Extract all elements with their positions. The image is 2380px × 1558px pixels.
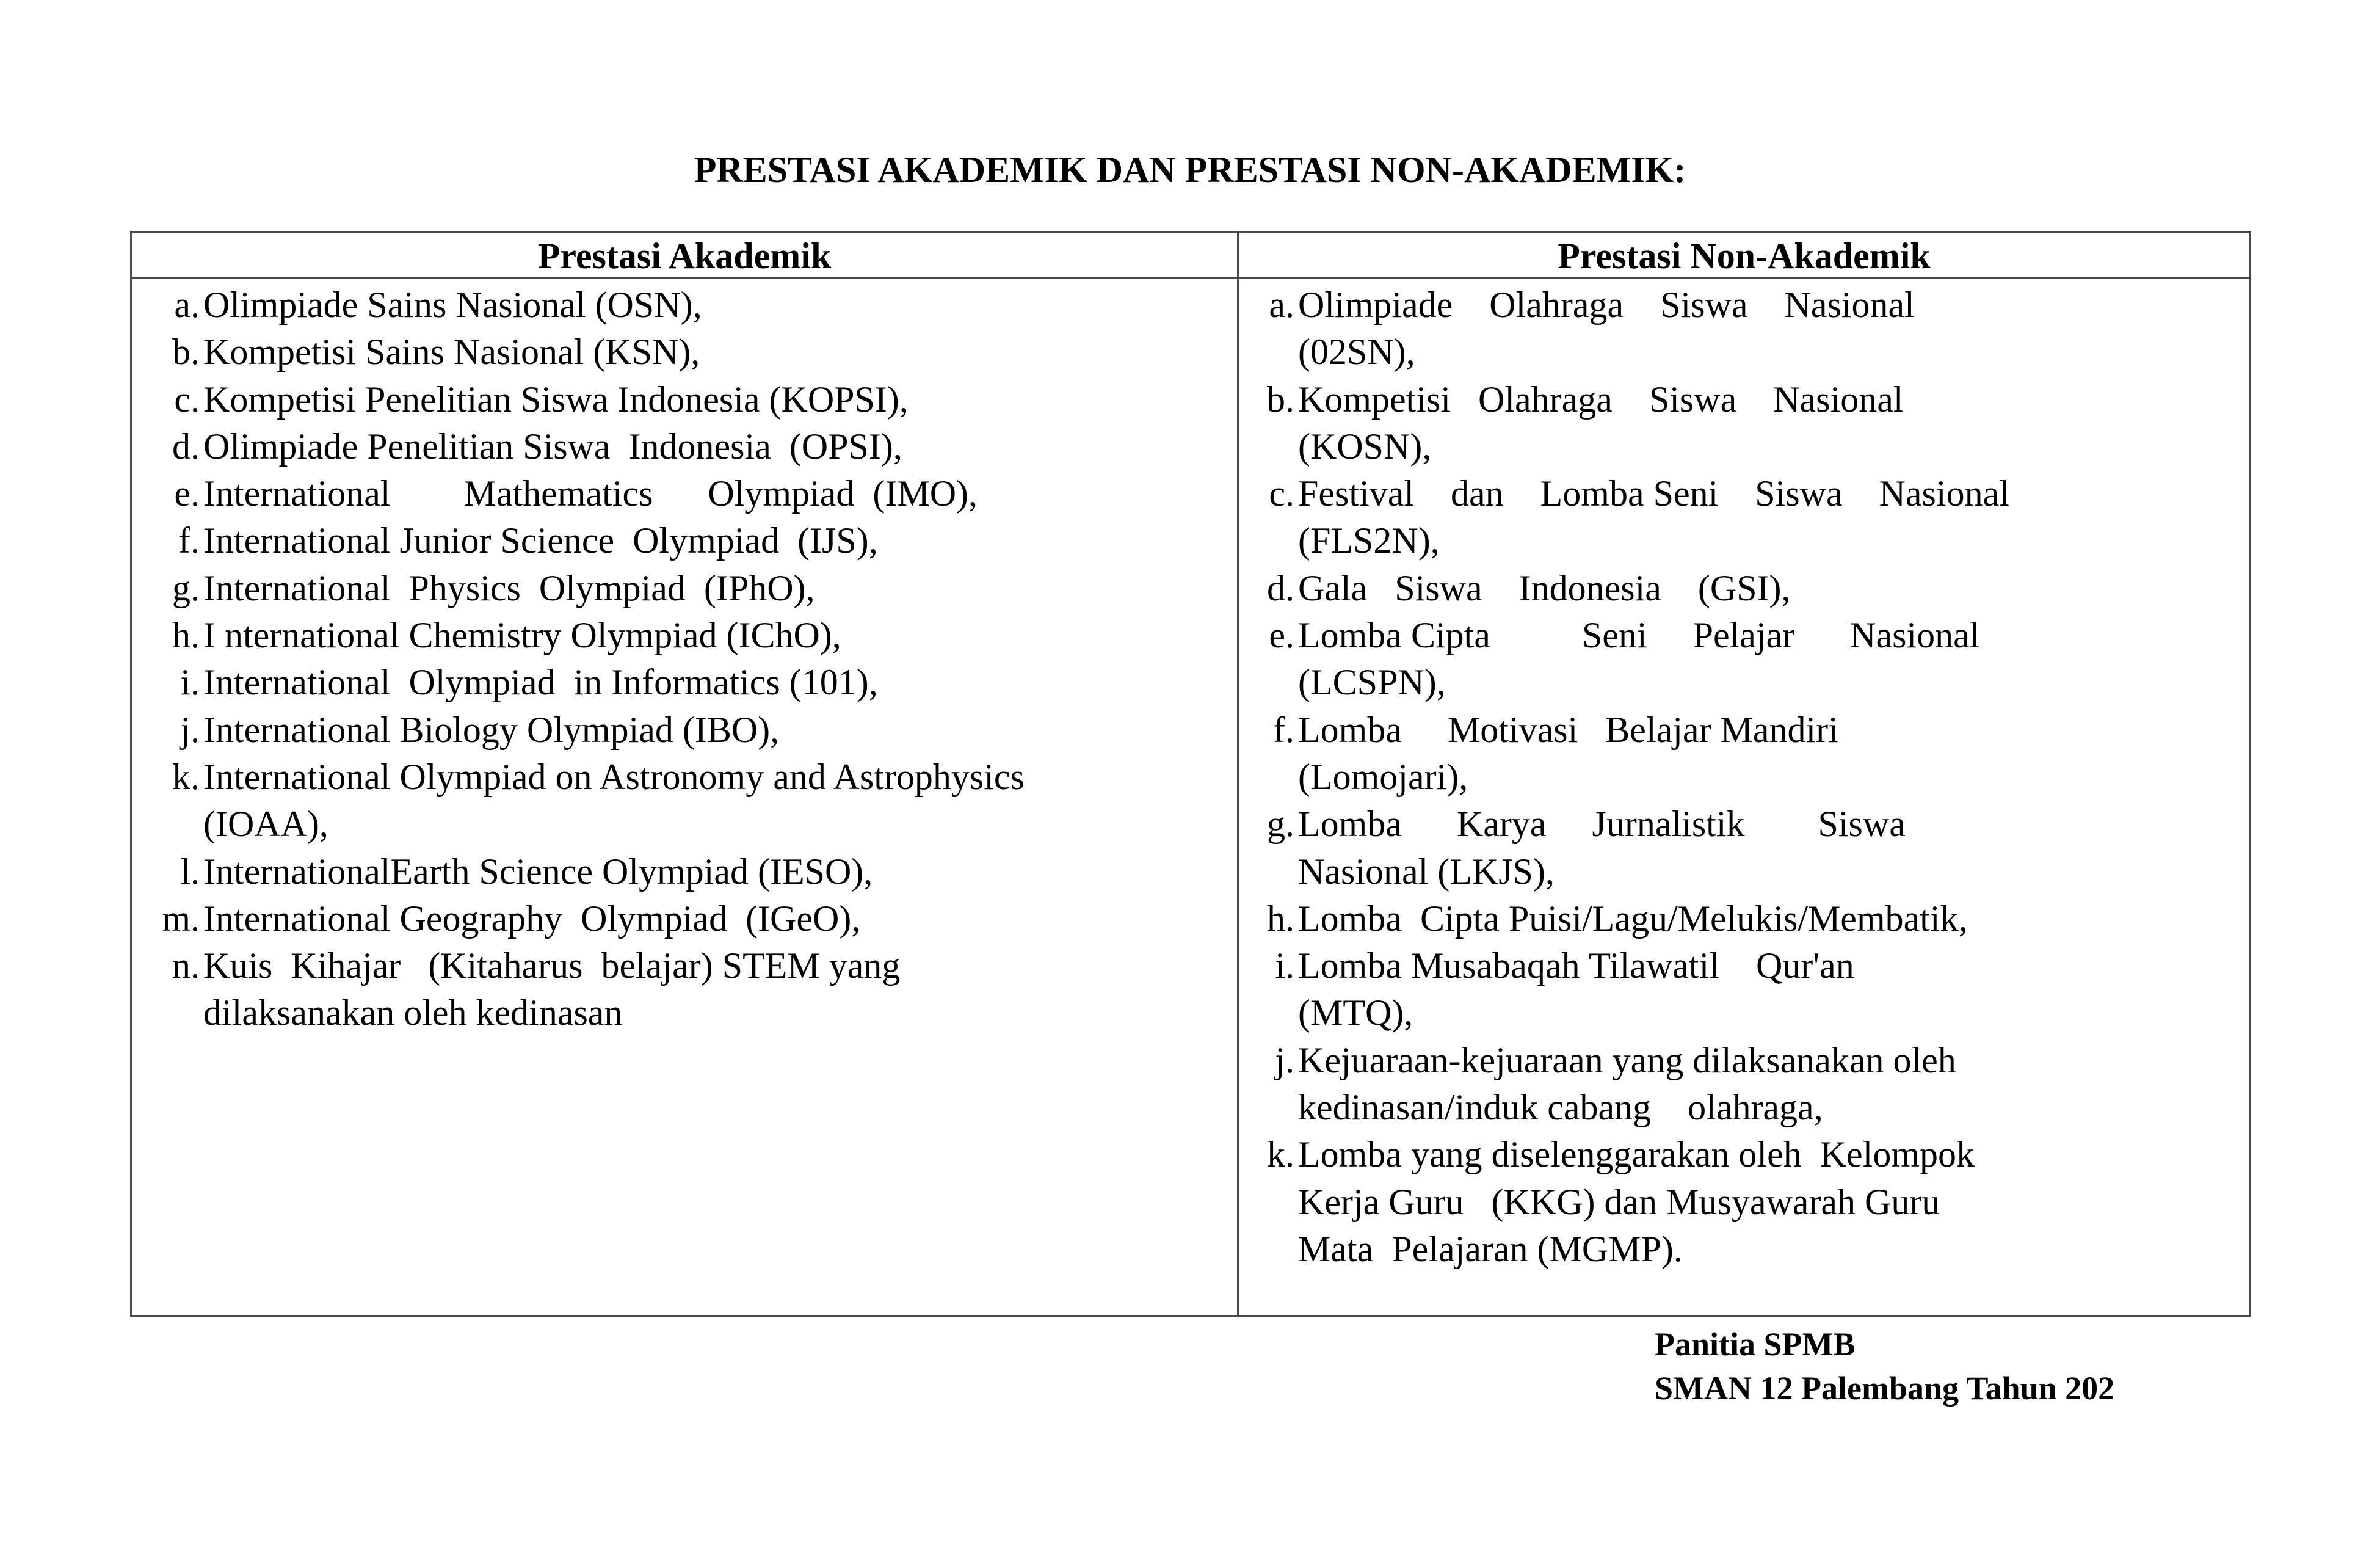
list-item-text: Kerja Guru (KKG) dan Musyawarah Guru: [1298, 1181, 1940, 1222]
list-marker: k.: [1267, 1134, 1294, 1175]
signature-block: [1655, 1322, 2114, 1410]
list-marker: k.: [172, 756, 200, 797]
academic-item: [156, 754, 1234, 848]
list-item-text: Olimpiade Sains Nasional (OSN),: [203, 285, 702, 325]
list-item-text: Lomba yang diselenggarakan oleh Kelompok: [1298, 1134, 1975, 1175]
list-marker: h.: [172, 615, 200, 656]
list-item-text: International Physics Olympiad (IPhO),: [203, 567, 815, 608]
non-academic-column-header: Prestasi Non-Akademik: [1558, 236, 1931, 276]
list-item-text: dilaksanakan oleh kedinasan: [203, 992, 623, 1033]
non-academic-achievements-list: [1251, 282, 2243, 1273]
academic-item: [156, 470, 1234, 517]
non-academic-item: [1251, 942, 2243, 1037]
achievements-table: [130, 231, 2251, 1317]
list-item-text: International Mathematics Olympiad (IMO),: [203, 473, 978, 514]
list-item-text: Festival dan Lomba Seni Siswa Nasional: [1298, 473, 2009, 514]
non-academic-item: [1251, 1037, 2243, 1132]
academic-item: [156, 376, 1234, 423]
column-divider: [1237, 233, 1239, 1315]
academic-item: [156, 895, 1234, 942]
list-marker: f.: [1273, 709, 1294, 750]
non-academic-item: [1251, 376, 2243, 471]
list-item-text: I nternational Chemistry Olympiad (IChO),: [203, 615, 841, 656]
list-marker: e.: [174, 473, 200, 514]
list-marker: j.: [180, 709, 200, 750]
non-academic-item: [1251, 1131, 2243, 1273]
list-marker: a.: [1269, 285, 1294, 325]
list-item-text: Lomba Motivasi Belajar Mandiri: [1298, 709, 1838, 750]
list-marker: n.: [172, 945, 200, 986]
list-item-text: Olimpiade Olahraga Siswa Nasional: [1298, 285, 1915, 325]
list-marker: b.: [1267, 379, 1294, 420]
list-item-text: International Geography Olympiad (IGeO),: [203, 898, 861, 939]
school-year-line: SMAN 12 Palembang Tahun 202: [1655, 1370, 2115, 1407]
list-marker: j.: [1275, 1039, 1294, 1080]
list-item-text: (IOAA),: [203, 804, 328, 845]
academic-item: [156, 282, 1234, 329]
list-item-text: (Lomojari),: [1298, 756, 1468, 797]
list-item-text: (KOSN),: [1298, 426, 1432, 467]
list-item-text: Lomba Karya Jurnalistik Siswa: [1298, 804, 1906, 845]
list-item-text: Kompetisi Penelitian Siswa Indonesia (KOPSI),: [203, 379, 909, 420]
list-marker: i.: [1275, 945, 1294, 986]
list-marker: c.: [1269, 473, 1294, 514]
academic-item: [156, 848, 1234, 895]
list-item-text: kedinasan/induk cabang olahraga,: [1298, 1087, 1823, 1128]
list-marker: b.: [172, 332, 200, 373]
list-marker: g.: [1267, 804, 1294, 845]
academic-item: [156, 612, 1234, 659]
academic-column-header: Prestasi Akademik: [537, 236, 832, 276]
academic-achievements-list: [156, 282, 1234, 1037]
list-marker: h.: [1267, 898, 1294, 939]
list-item-text: Gala Siswa Indonesia (GSI),: [1298, 567, 1791, 608]
non-academic-item: [1251, 612, 2243, 707]
list-marker: a.: [174, 285, 200, 325]
academic-item: [156, 329, 1234, 376]
list-item-text: International Biology Olympiad (IBO),: [203, 709, 780, 750]
list-item-text: Kejuaraan-kejuaraan yang dilaksanakan oleh: [1298, 1039, 1956, 1080]
list-item-text: (LCSPN),: [1298, 662, 1446, 703]
academic-item: [156, 423, 1234, 470]
list-item-text: (FLS2N),: [1298, 520, 1440, 561]
list-item-text: International Olympiad on Astronomy and Astrophysics: [203, 756, 1025, 797]
non-academic-item: [1251, 565, 2243, 612]
list-marker: l.: [180, 851, 200, 892]
academic-item: [156, 565, 1234, 612]
list-item-text: Olimpiade Penelitian Siswa Indonesia (OPSI),: [203, 426, 902, 467]
non-academic-item: [1251, 895, 2243, 942]
non-academic-item: [1251, 707, 2243, 801]
list-item-text: Kuis Kihajar (Kitaharus belajar) STEM yang: [203, 945, 901, 986]
non-academic-item: [1251, 282, 2243, 376]
list-item-text: (02SN),: [1298, 332, 1415, 373]
list-marker: m.: [162, 898, 200, 939]
academic-item: [156, 517, 1234, 564]
list-marker: c.: [174, 379, 200, 420]
list-item-text: International Olympiad in Informatics (101),: [203, 662, 878, 703]
list-item-text: Lomba Cipta Puisi/Lagu/Melukis/Membatik,: [1298, 898, 1968, 939]
list-item-text: Lomba Cipta Seni Pelajar Nasional: [1298, 615, 1980, 656]
list-marker: g.: [172, 567, 200, 608]
list-item-text: InternationalEarth Science Olympiad (IESO),: [203, 851, 873, 892]
list-item-text: Kompetisi Sains Nasional (KSN),: [203, 332, 700, 373]
list-marker: e.: [1269, 615, 1294, 656]
committee-name: Panitia SPMB: [1655, 1326, 1856, 1363]
list-item-text: Nasional (LKJS),: [1298, 851, 1555, 892]
list-item-text: Kompetisi Olahraga Siswa Nasional: [1298, 379, 1904, 420]
list-item-text: International Junior Science Olympiad (IJS),: [203, 520, 878, 561]
list-item-text: (MTQ),: [1298, 992, 1413, 1033]
list-marker: f.: [178, 520, 200, 561]
academic-item: [156, 707, 1234, 754]
list-item-text: Mata Pelajaran (MGMP).: [1298, 1228, 1683, 1269]
list-marker: d.: [172, 426, 200, 467]
list-marker: d.: [1267, 567, 1294, 608]
list-marker: i.: [180, 662, 200, 703]
academic-item: [156, 659, 1234, 706]
table-header-row: [132, 233, 2249, 279]
page-title: PRESTASI AKADEMIK DAN PRESTASI NON-AKADEMIK:: [694, 150, 1686, 190]
academic-item: [156, 942, 1234, 1037]
non-academic-item: [1251, 801, 2243, 895]
non-academic-item: [1251, 470, 2243, 565]
list-item-text: Lomba Musabaqah Tilawatil Qur'an: [1298, 945, 1854, 986]
